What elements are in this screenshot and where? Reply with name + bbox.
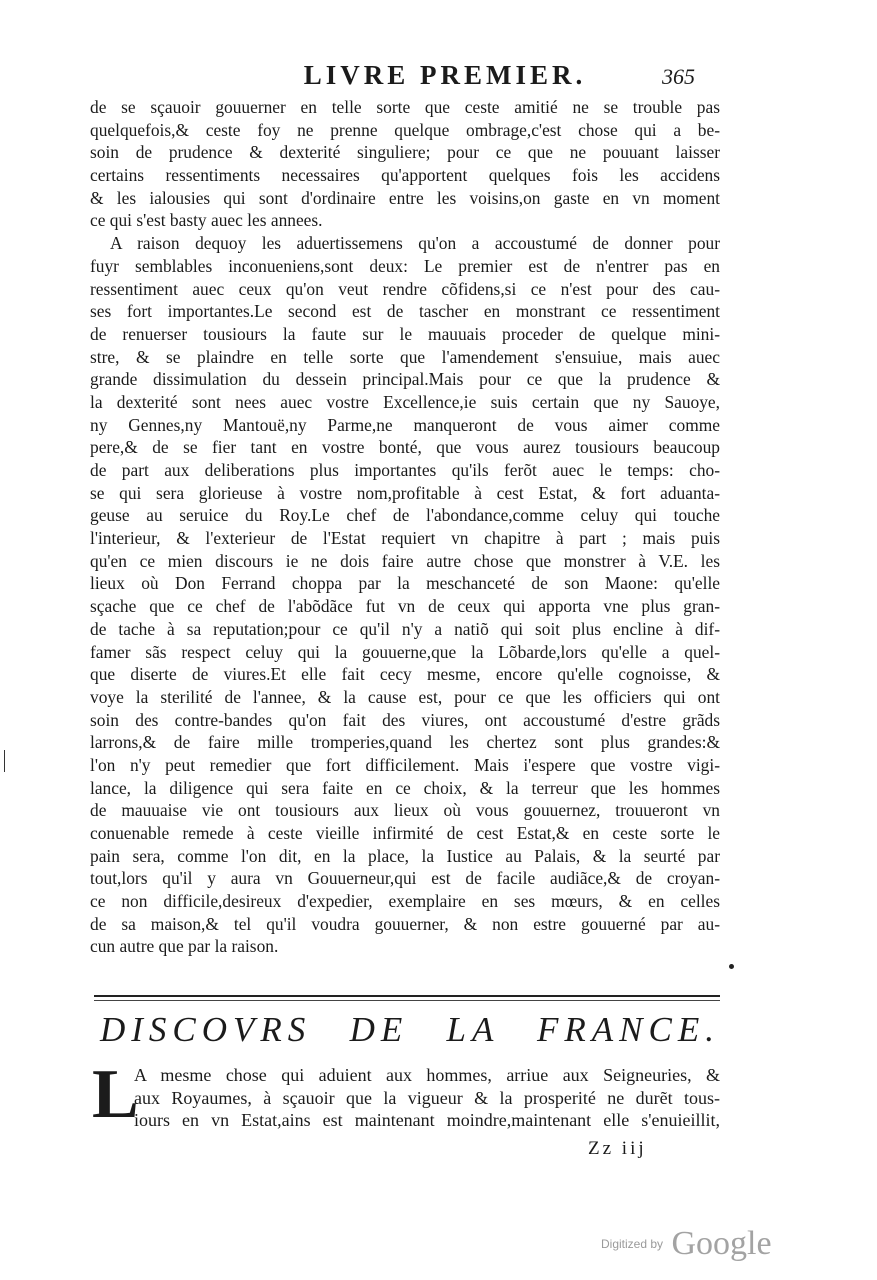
text-line: iours en vn Estat,ains est maintenant moindre,maintenant elle s'enuieillit, <box>134 1110 720 1131</box>
text-line: de part aux deliberations plus importantes qu'ils ferõt auec le temps: cho- <box>90 460 720 480</box>
text-line: stre, & se plaindre en telle sorte que l'amendement s'ensuiue, mais auec <box>90 346 720 367</box>
text-line: A mesme chose qui aduient aux hommes, arriue aux Seigneuries, & <box>134 1065 720 1085</box>
text-line: soin de prudence & dexterité singuliere; pour ce que ne pouuant laisser <box>90 142 720 163</box>
text-line: lance, la diligence qui sera faite en ce choix, & la terreur que les hommes <box>90 777 720 798</box>
text-line: ce non difficile,desireux d'expedier, exemplaire en ses mœurs, & en celles <box>90 891 720 912</box>
text-line: de renuerser tousiours la faute sur le mauuais proceder de quelque mini- <box>90 323 720 344</box>
text-line: tout,lors qu'il y aura vn Gouuerneur,qui est de facile audiãce,& de croyan- <box>90 868 720 889</box>
drop-cap-letter: L <box>92 1056 139 1133</box>
text-line: ny Gennes,ny Mantouë,ny Parme,ne manqueront de vous aimer comme <box>90 414 720 435</box>
text-line: certains ressentiments necessaires qu'apportent quelques fois les accidens <box>90 165 720 186</box>
text-line: quelquefois,& ceste foy ne prenne quelque ombrage,c'est chose qui a be- <box>90 119 720 140</box>
body-text <box>90 96 720 958</box>
text-line: soin des contre-bandes qu'on fait des viures, ont accoustumé d'estre grãds <box>90 709 720 730</box>
section-text <box>134 1064 720 1132</box>
text-line: ce qui s'est basty auec les annees. <box>90 210 323 231</box>
text-line: sçache que ce chef de l'abõdãce fut vn de ceux qui apporta vne plus gran- <box>90 596 720 617</box>
text-line: pere,& de se fier tant en vostre bonté, que vous aurez tousiours beaucoup <box>90 437 720 458</box>
text-line: lieux où Don Ferrand choppa par la meschanceté de son Maone: qu'elle <box>90 573 720 594</box>
section-divider <box>94 995 720 997</box>
text-line: que diserte de viures.Et elle fait cecy mesme, encore qu'elle cognoisse, & <box>90 664 720 685</box>
watermark-prefix: Digitized by <box>601 1237 664 1251</box>
text-line: geuse au seruice du Roy.Le chef de l'abondance,comme celuy qui touche <box>90 505 720 526</box>
running-title: LIVRE PREMIER. <box>303 60 587 90</box>
text-line: de se sçauoir gouuerner en telle sorte que ceste amitié ne se trouble pas <box>90 97 720 117</box>
ink-dot-mark <box>729 964 734 969</box>
text-line: pain sera, comme l'on dit, en la place, la Iustice au Palais, & la seurté par <box>90 845 720 866</box>
text-line: l'interieur, & l'exterieur de l'Estat requiert vn chapitre à part ; mais puis <box>90 528 720 549</box>
text-line: fuyr semblables inconueniens,sont deux: Le premier est de n'entrer pas en <box>90 255 720 276</box>
section-title: DISCOVRS DE LA FRANCE. <box>100 1010 720 1049</box>
text-line: & les ialousies qui sont d'ordinaire entre les voisins,on gaste en vn moment <box>90 187 720 208</box>
text-line: aux Royaumes, à sçauoir que la vigueur & la prosperité ne durẽt tous- <box>134 1087 720 1108</box>
section-divider-thin <box>94 1000 720 1001</box>
text-line: larrons,& de faire mille tromperies,quand les chertez sont plus grandes:& <box>90 732 720 753</box>
text-line: ressentiment auec ceux qu'on veut rendre cõfidens,si ce n'est pour des cau- <box>90 278 720 299</box>
google-logo: Google <box>671 1225 772 1262</box>
text-line: A raison dequoy les aduertissemens qu'on a accoustumé de donner pour <box>110 233 720 254</box>
text-line: qu'en ce mien discours ie ne dois faire autre chose que monstrer à V.E. les <box>90 550 720 571</box>
text-line: voye la sterilité de l'annee, & la cause est, pour ce que les officiers qui ont <box>90 686 720 707</box>
text-line: grande dissimulation du dessein principal.Mais pour ce que la prudence & <box>90 369 720 390</box>
text-line: l'on n'y peut remedier que fort difficilement. Mais i'espere que vostre vigi- <box>90 754 720 775</box>
text-line: se qui sera glorieuse à vostre nom,profitable à cest Estat, & fort aduanta- <box>90 482 720 503</box>
text-line: famer sãs respect celuy qui la gouuerne,que la Lõbarde,lors qu'elle a quel- <box>90 641 720 662</box>
digitized-watermark <box>601 1225 772 1263</box>
text-line: de tache à sa reputation;pour ce qu'il n'y a natiõ qui soit plus encline à dif- <box>90 618 720 639</box>
page-number: 365 <box>662 64 695 89</box>
text-line: cun autre que par la raison. <box>90 936 279 957</box>
signature-mark: Zz iij <box>588 1138 647 1159</box>
text-line: ses fort importantes.Le second est de tascher en monstrant ce ressentiment <box>90 301 720 322</box>
text-line: de sa maison,& tel qu'il voudra gouuerner, & non estre gouuerné par au- <box>90 913 720 934</box>
margin-bracket-mark <box>4 750 10 772</box>
text-line: la dexterité sont nees auec vostre Excellence,ie suis certain que ny Sauoye, <box>90 391 720 412</box>
text-line: conuenable remede à ceste vieille infirmité de cest Estat,& en ceste sorte le <box>90 823 720 843</box>
text-line: de mauuaise vie ont tousiours aux lieux où vous gouuernez, trouueront vn <box>90 800 720 821</box>
